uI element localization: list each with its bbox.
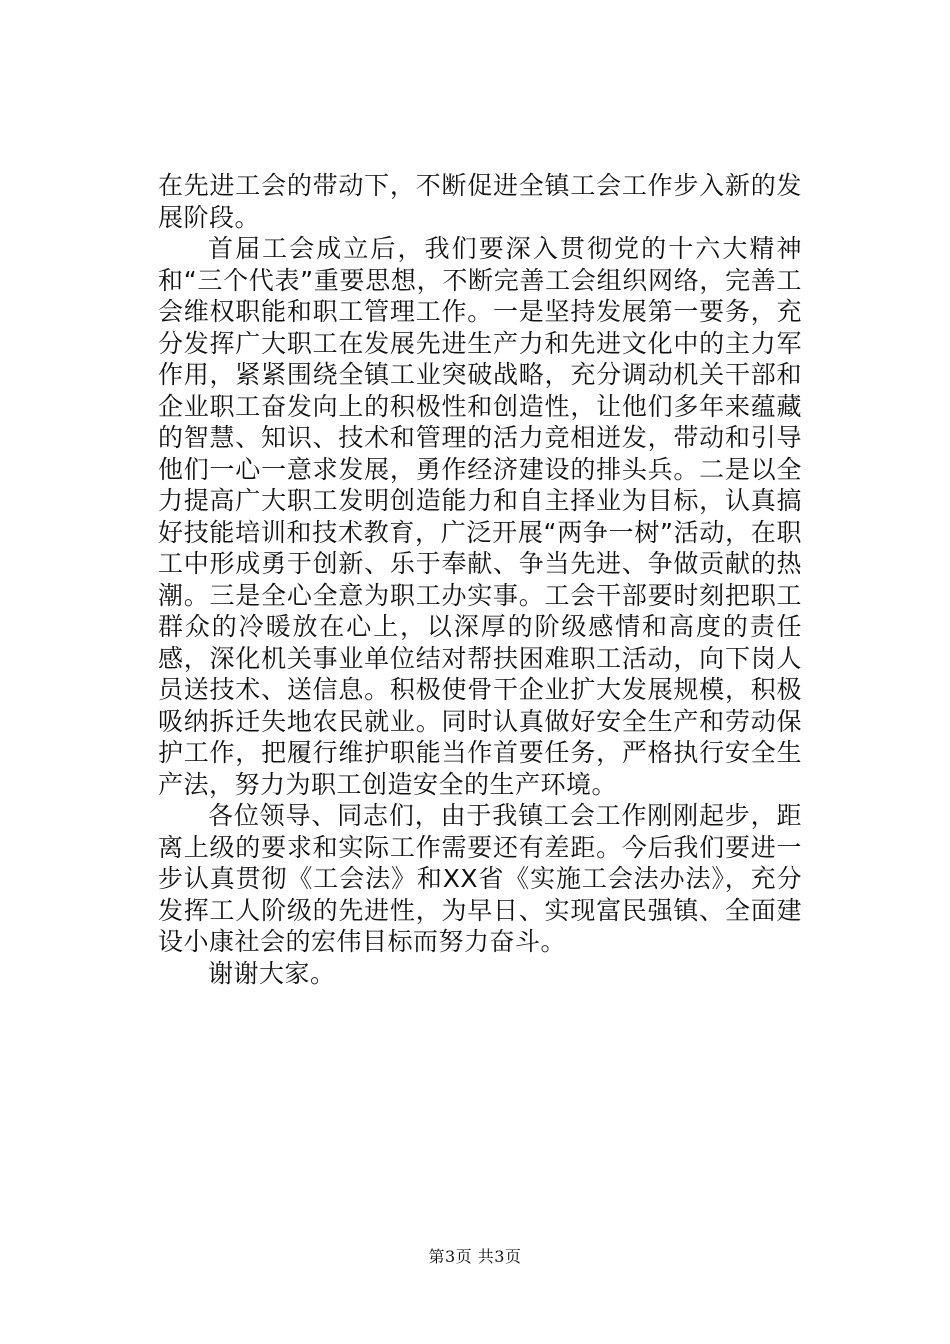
paragraph-closing-goals: 各位领导、同志们，由于我镇工会工作刚刚起步，距离上级的要求和实际工作需要还有差距。今后我们要进一步认真贯彻《工会法》和XX省《实施工会法办法》，充分发挥工人阶级的先进性，为早日、实现富民强镇、全面建设小康社会的宏伟目标而努力奋斗。 bbox=[158, 801, 802, 956]
document-body bbox=[158, 170, 802, 989]
paragraph-work-plan: 首届工会成立后，我们要深入贯彻党的十六大精神和“三个代表”重要思想，不断完善工会组织网络，完善工会维权职能和职工管理工作。一是坚持发展第一要务，充分发挥广大职工在发展先进生产力和先进文化中的主力军作用，紧紧围绕全镇工业突破战略，充分调动机关干部和企业职工奋发向上的积极性和创造性，让他们多年来蕴藏的智慧、知识、技术和管理的活力竞相迸发，带动和引导他们一心一意求发展，勇作经济建设的排头兵。二是以全力提高广大职工发明创造能力和自主择业为目标，认真搞好技能培训和技术教育，广泛开展“两争一树”活动，在职工中形成勇于创新、乐于奉献、争当先进、争做贡献的热潮。三是全心全意为职工办实事。工会干部要时刻把职工群众的冷暖放在心上，以深厚的阶级感情和高度的责任感，深化机关事业单位结对帮扶困难职工活动，向下岗人员送技术、送信息。积极使骨干企业扩大发展规模，积极吸纳拆迁失地农民就业。同时认真做好安全生产和劳动保护工作，把履行维护职能当作首要任务，严格执行安全生产法，努力为职工创造安全的生产环境。 bbox=[158, 234, 802, 799]
page-number-footer: 第3页 共3页 bbox=[428, 1247, 522, 1266]
paragraph-continuation: 在先进工会的带动下，不断促进全镇工会工作步入新的发展阶段。 bbox=[158, 171, 802, 232]
paragraph-thanks: 谢谢大家。 bbox=[208, 958, 336, 988]
